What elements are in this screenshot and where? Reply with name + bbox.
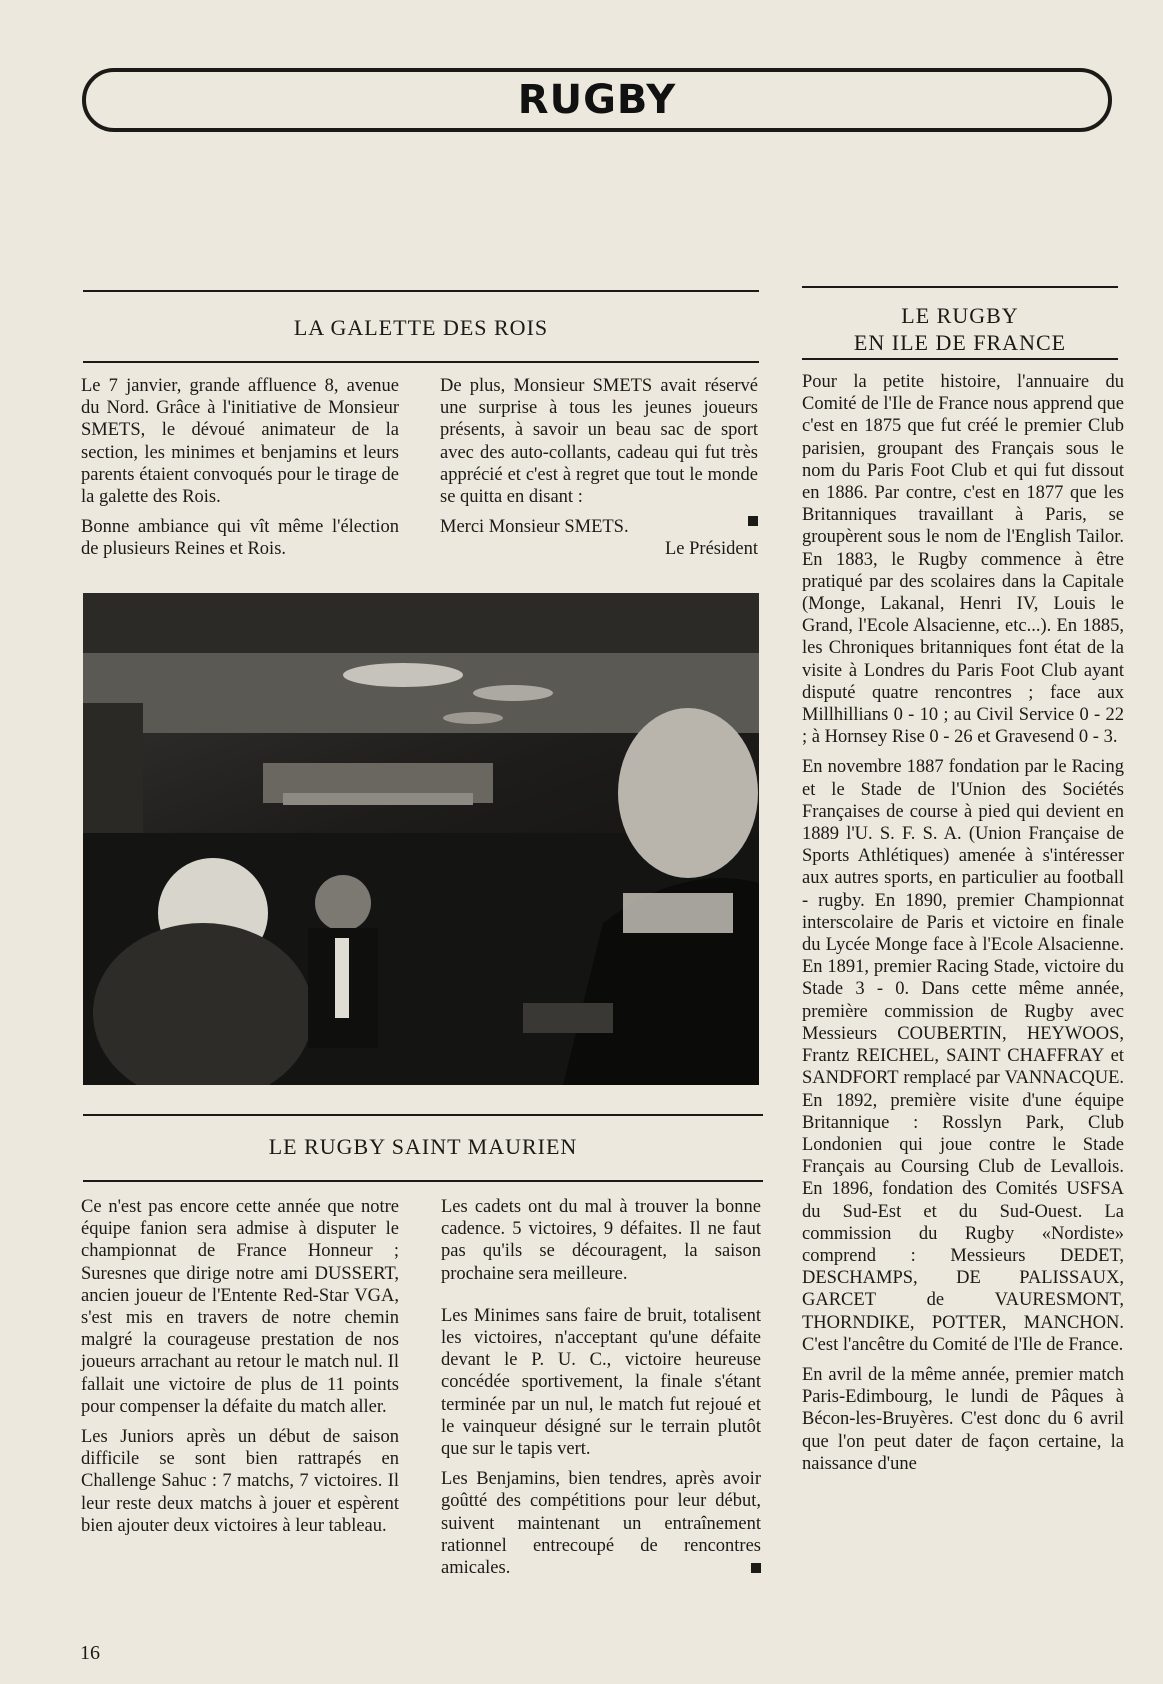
saint-maurien-paragraph: Les Benjamins, bien tendres, après avoir goûtté des compétitions pour leur début, suivent maintenant un entraînement rationnel entrecoupé de rencontres amicales. [441, 1469, 761, 1579]
galette-top-rule [83, 290, 759, 292]
section-header [82, 68, 1112, 132]
galette-title: LA GALETTE DES ROIS [293, 315, 549, 340]
idf-title-line-1: LE RUGBY [901, 303, 1019, 328]
end-mark [751, 1563, 761, 1573]
page-title: RUGBY [517, 77, 677, 123]
idf-title [802, 302, 1118, 356]
page-number: 16 [80, 1642, 100, 1664]
galette-paragraph: Le 7 janvier, grande affluence 8, avenue du Nord. Grâce à l'initiative de Monsieur SMETS, le dévoué animateur de la section, les minimes et benjamins et leurs parents étaient convoqués pour le tirage de la galette des Rois. [81, 376, 399, 508]
saint-maurien-last [441, 1468, 761, 1579]
idf-paragraph: Pour la petite histoire, l'annuaire du Comité de l'Ile de France nous apprend que c'est en 1875 que fut créé le premier Club parisien, groupant des Français sous le nom du Paris Foot Club et qui fut dissout en 1886. Par contre, c'est en 1877 que les Britanniques travaillant à Paris, se groupèrent sous le nom de l'English Tailor. En 1883, le Rugby commence à être pratiqué par des scolaires dans la Capitale (Monge, Lakanal, Henri IV, Louis le Grand, l'Ecole Alsacienne, etc...). En 1885, les Chroniques britanniques font état de la visite à Londres du Paris Foot Club ayant disputé quatre rencontres ; face aux Millhillians 0 - 10 ; au Civil Service 0 - 22 ; à Hornsey Rise 0 - 26 et Gravesend 0 - 3. [802, 372, 1124, 748]
galette-column-2 [440, 375, 758, 569]
end-mark [748, 516, 758, 526]
idf-column [802, 371, 1124, 1607]
saint-maurien-column-1 [81, 1196, 399, 1545]
galette-thanks-text: Merci Monsieur SMETS. [440, 517, 629, 538]
galette-paragraph: De plus, Monsieur SMETS avait réservé une surprise à tous les jeunes joueurs présents, à savoir un beau sac de sport avec des auto-collants, cadeau qui fut très apprécié et c'est à regret que tout le monde se quitta en disant : [440, 376, 758, 508]
saint-maurien-paragraph: Les Juniors après un début de saison difficile se sont bien rattrapés en Challenge Sahuc : 7 matchs, 7 victoires. Il leur reste deux matchs à jouer et espèrent bien ajouter deux victoires à leur tableau. [81, 1427, 399, 1536]
idf-paragraph: En novembre 1887 fondation par le Racing et le Stade de l'Union des Sociétés Françaises de course à pied qui devient en 1889 l'U. S. F. S. A. (Union Française de Sports Athlétiques) amenée à s'intéresser aux autres sports, en particulier au football - rugby. En 1890, premier Championnat interscolaire de Paris et victoire en finale du Lycée Monge face à l'Ecole Alsacienne. En 1891, premier Racing Stade, victoire du Stade 3 - 0. Dans cette même année, première commission de Rugby avec Messieurs COUBERTIN, HEYWOOS, Frantz REICHEL, SAINT CHAFFRAY et SANDFORT remplacé par VANNACQUE. En 1892, première visite d'une équipe Britannique : Rosslyn Park, Club Londonien qui joue contre le Stade Français au Coursing Club de Levallois. En 1896, fondation des Comités USFSA du Sud-Est et du Sud-Ouest. La commission du Rugby «Nordiste» comprend : Messieurs DEDET, DESCHAMPS, DE PALISSAUX, GARCET de VAURESMONT, THORNDIKE, POTTER, MANCHON. C'est l'ancêtre du Comité de l'Ile de France. [802, 757, 1124, 1355]
saint-maurien-paragraph: Ce n'est pas encore cette année que notre équipe fanion sera admise à disputer le championnat de France Honneur ; Suresnes que dirige notre ami DUSSERT, ancien joueur de l'Entente Red-Star VGA, s'est mis en travers de notre chemin malgré la courageuse prestation de nos joueurs arrachant au retour le match nul. Il fallait une victoire de plus de 11 points pour compenser la défaite du match aller. [81, 1197, 399, 1417]
saint-maurien-bottom-rule [83, 1180, 763, 1182]
galette-column-1 [81, 375, 399, 569]
event-photo [83, 593, 759, 1085]
idf-title-line-2: EN ILE DE FRANCE [853, 330, 1067, 355]
galette-paragraph: Bonne ambiance qui vît même l'élection de plusieurs Reines et Rois. [81, 517, 399, 560]
idf-top-rule [802, 286, 1118, 288]
saint-maurien-paragraph: Les Minimes sans faire de bruit, totalisent les victoires, n'acceptant qu'une défaite devant le P. U. C., victoire heureuse concédée sportivement, la finale s'étant terminée par un nul, le match fut rejoué et le vainqueur désigné sur le terrain plutôt que sur le tapis vert. [441, 1305, 761, 1460]
galette-signature: Le Président [665, 539, 758, 560]
idf-paragraph: En avril de la même année, premier match Paris-Edimbourg, le lundi de Pâques à Bécon-les-Bruyères. C'est donc du 6 avril que l'on peut dater de façon certaine, la naissance d'une [802, 1364, 1124, 1474]
idf-bottom-rule [802, 358, 1118, 360]
galette-bottom-rule [83, 361, 759, 363]
saint-maurien-top-rule [83, 1114, 763, 1116]
galette-thanks [440, 516, 758, 538]
saint-maurien-title: LE RUGBY SAINT MAURIEN [268, 1134, 578, 1159]
saint-maurien-paragraph: Les cadets ont du mal à trouver la bonne cadence. 5 victoires, 9 défaites. Il ne faut pas qu'ils se découragent, la saison prochaine sera meilleure. [441, 1197, 761, 1284]
saint-maurien-column-2 [441, 1196, 761, 1587]
